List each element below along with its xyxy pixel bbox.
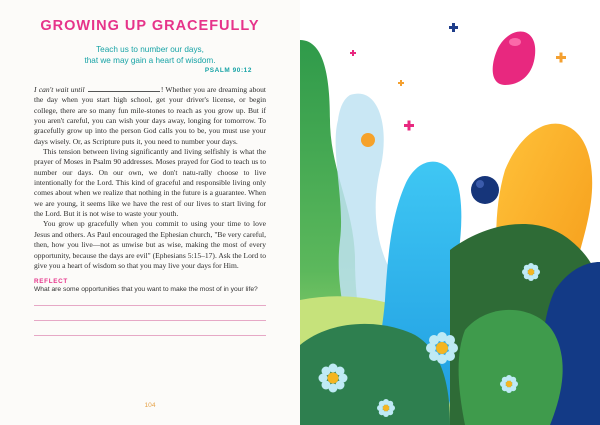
sparkle-pink-small xyxy=(350,50,356,56)
paragraph-3: You grow up gracefully when you commit to using your time to love Jesus and others. As Paul encouraged the Ephesian church, "Be very careful, then, how you live—not as unwise but as wise, making the most of every opportunity, because the days are evil" (Ephesians 5:15–17). Ask the Lord to give you a heart of wisdom so that you may live your days for Him. xyxy=(34,219,266,270)
daisy-small-1 xyxy=(522,263,540,281)
fill-in-blank xyxy=(88,84,160,92)
sparkle-orange-small xyxy=(398,80,404,86)
daisy-large xyxy=(426,332,458,364)
page-number: 104 xyxy=(144,402,156,409)
daisy-small-3 xyxy=(377,399,395,417)
verse-line-1: Teach us to number our days, xyxy=(96,45,204,54)
verse-line-2: that we may gain a heart of wisdom. xyxy=(84,56,216,65)
right-page-illustration xyxy=(300,0,600,425)
navy-ball-highlight xyxy=(476,180,484,188)
orange-ball xyxy=(361,133,375,147)
paragraph-2: This tension between living significantly and living selfishly is what the prayer of Moses in Psalm 90 addresses. Moses prayed for God to teach us to number our days. On our own, we don't natu-rally choose to live intentionally for the Lord. This kind of graceful and responsible living only comes about when we realize that nothing in the future is a guarantee. When we are young, it seems like we have the rest of our lives to start living for the Lord. But it is not wise to waste your youth. xyxy=(34,147,266,219)
reflect-question: What are some opportunities that you want to make the most of in your life? xyxy=(34,286,258,294)
mid-green-blob xyxy=(459,310,563,425)
daisy-small-2 xyxy=(500,375,518,393)
body-text xyxy=(34,84,266,271)
sparkle-pink-cross xyxy=(404,121,414,131)
reflect-label: REFLECT xyxy=(34,278,68,286)
abstract-illustration xyxy=(300,0,600,425)
paragraph-1-rest: ! Whether you are dreaming about the day when you start high school, get your driver's license, or begin college, there are so many fun mile-stones to reach as you grow up. But if you aren't careful, you can wish your days away, longing for tomorrow. To gracefully grow up into the person God calls you to be, you must use your days wisely. Or, as Scripture puts it, you need to number your days. xyxy=(34,85,267,146)
page-title: GROWING UP GRACEFULLY xyxy=(40,18,260,34)
verse-reference: PSALM 90:12 xyxy=(204,67,252,74)
paragraph-1 xyxy=(34,84,266,147)
sparkle-orange-cross xyxy=(556,53,566,63)
pink-blob-highlight xyxy=(509,38,521,46)
paragraph-1-lead: I can't wait until xyxy=(34,85,85,94)
writing-line-3 xyxy=(34,335,266,336)
navy-ball xyxy=(471,176,499,204)
daisy-left xyxy=(319,364,348,393)
sparkle-navy-cross xyxy=(449,23,458,32)
writing-line-2 xyxy=(34,320,266,321)
writing-line-1 xyxy=(34,305,266,306)
